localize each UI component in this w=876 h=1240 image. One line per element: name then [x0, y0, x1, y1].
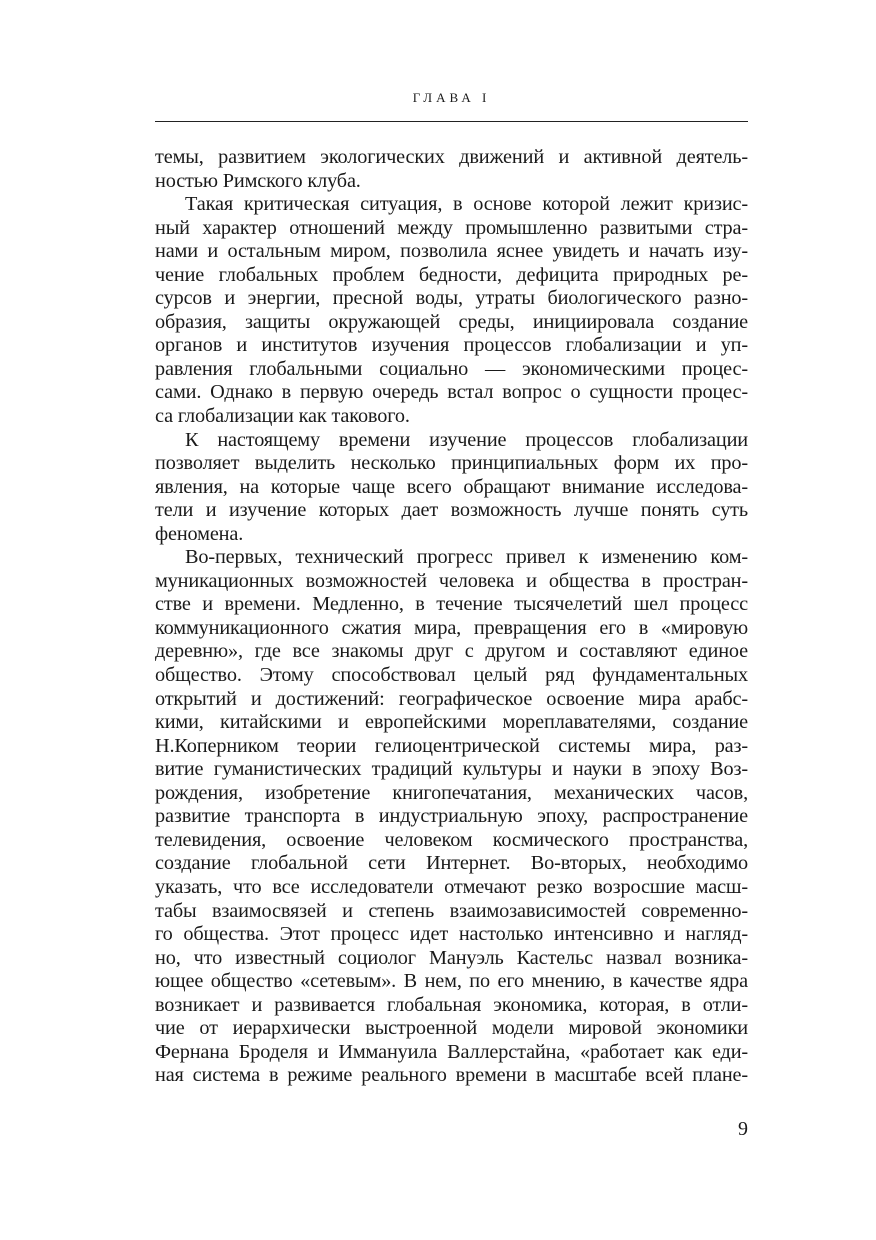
- text-line: ющее общество «сетевым». В нем, по его мнению, в качестве ядра: [155, 970, 748, 993]
- text-line: образия, защиты окружающей среды, инициировала создание: [155, 310, 748, 333]
- text-line: общество. Этому способствовал целый ряд фундаментальных: [155, 664, 748, 687]
- text-line: равления глобальными социально — экономическими процес-: [155, 357, 748, 380]
- text-line: муникационных возможностей человека и общества в простран-: [155, 569, 748, 592]
- text-line: темы, развитием экологических движений и активной деятель-: [155, 146, 748, 168]
- text-line: указать, что все исследователи отмечают резко возросшие масш-: [155, 875, 748, 898]
- header-rule: [155, 121, 748, 122]
- text-line: чение глобальных проблем бедности, дефицита природных ре-: [155, 263, 748, 286]
- text-line: сами. Однако в первую очередь встал вопрос о сущности процес-: [155, 381, 748, 404]
- running-title: ГЛАВА I: [412, 90, 491, 105]
- text-line: К настоящему времени изучение процессов глобализации: [185, 428, 748, 451]
- text-line: чие от иерархически выстроенной модели мировой экономики: [155, 1017, 748, 1040]
- text-line: сурсов и энергии, пресной воды, утраты биологического разно-: [155, 287, 748, 310]
- text-line: феномена.: [155, 522, 244, 545]
- text-line: Такая критическая ситуация, в основе которой лежит кризис-: [185, 193, 748, 216]
- text-line: деревню», где все знакомы друг с другом и составляют единое: [155, 640, 748, 663]
- text-line: создание глобальной сети Интернет. Во-вторых, необходимо: [155, 852, 748, 875]
- text-line: но, что известный социолог Мануэль Кастельс назвал возника-: [155, 946, 748, 969]
- text-line: ная система в режиме реального времени в масштабе всей плане-: [155, 1064, 748, 1087]
- text-line: нами и остальным миром, позволила яснее увидеть и начать изу-: [155, 240, 748, 263]
- text-line: ный характер отношений между промышленно развитыми стра-: [155, 216, 748, 239]
- text-line: развитие транспорта в индустриальную эпоху, распространение: [155, 805, 748, 828]
- text-line: органов и институтов изучения процессов глобализации и уп-: [155, 334, 748, 357]
- text-line: кими, китайскими и европейскими мореплавателями, создание: [155, 711, 748, 734]
- text-line: витие гуманистических традиций культуры и науки в эпоху Воз-: [155, 758, 748, 781]
- text-line: явления, на которые чаще всего обращают внимание исследова-: [155, 475, 748, 498]
- body-text: [155, 146, 748, 1088]
- text-line: тели и изучение которых дает возможность лучше понять суть: [155, 499, 748, 522]
- text-line: телевидения, освоение человеком космического пространства,: [155, 828, 748, 851]
- text-line: са глобализации как такового.: [155, 405, 410, 428]
- page-number: 9: [738, 1118, 748, 1140]
- text-line: открытий и достижений: географическое освоение мира арабс-: [155, 687, 748, 710]
- text-line: рождения, изобретение книгопечатания, механических часов,: [155, 781, 748, 804]
- text-line: Н.Коперником теории гелиоцентрической системы мира, раз-: [155, 734, 748, 757]
- text-line: стве и времени. Медленно, в течение тысячелетий шел процесс: [155, 593, 748, 616]
- text-line: Во-первых, технический прогресс привел к изменению ком-: [185, 546, 748, 569]
- text-line: позволяет выделить несколько принципиальных форм их про-: [155, 452, 748, 475]
- text-line: ностью Римского клуба.: [155, 169, 361, 192]
- text-line: табы взаимосвязей и степень взаимозависимостей современно-: [155, 899, 748, 922]
- text-line: возникает и развивается глобальная экономика, которая, в отли-: [155, 993, 748, 1016]
- text-line: коммуникационного сжатия мира, превращения его в «мировую: [155, 616, 748, 639]
- text-line: Фернана Броделя и Иммануила Валлерстайна, «работает как еди-: [155, 1040, 748, 1063]
- text-line: го общества. Этот процесс идет настолько интенсивно и нагляд-: [155, 923, 748, 946]
